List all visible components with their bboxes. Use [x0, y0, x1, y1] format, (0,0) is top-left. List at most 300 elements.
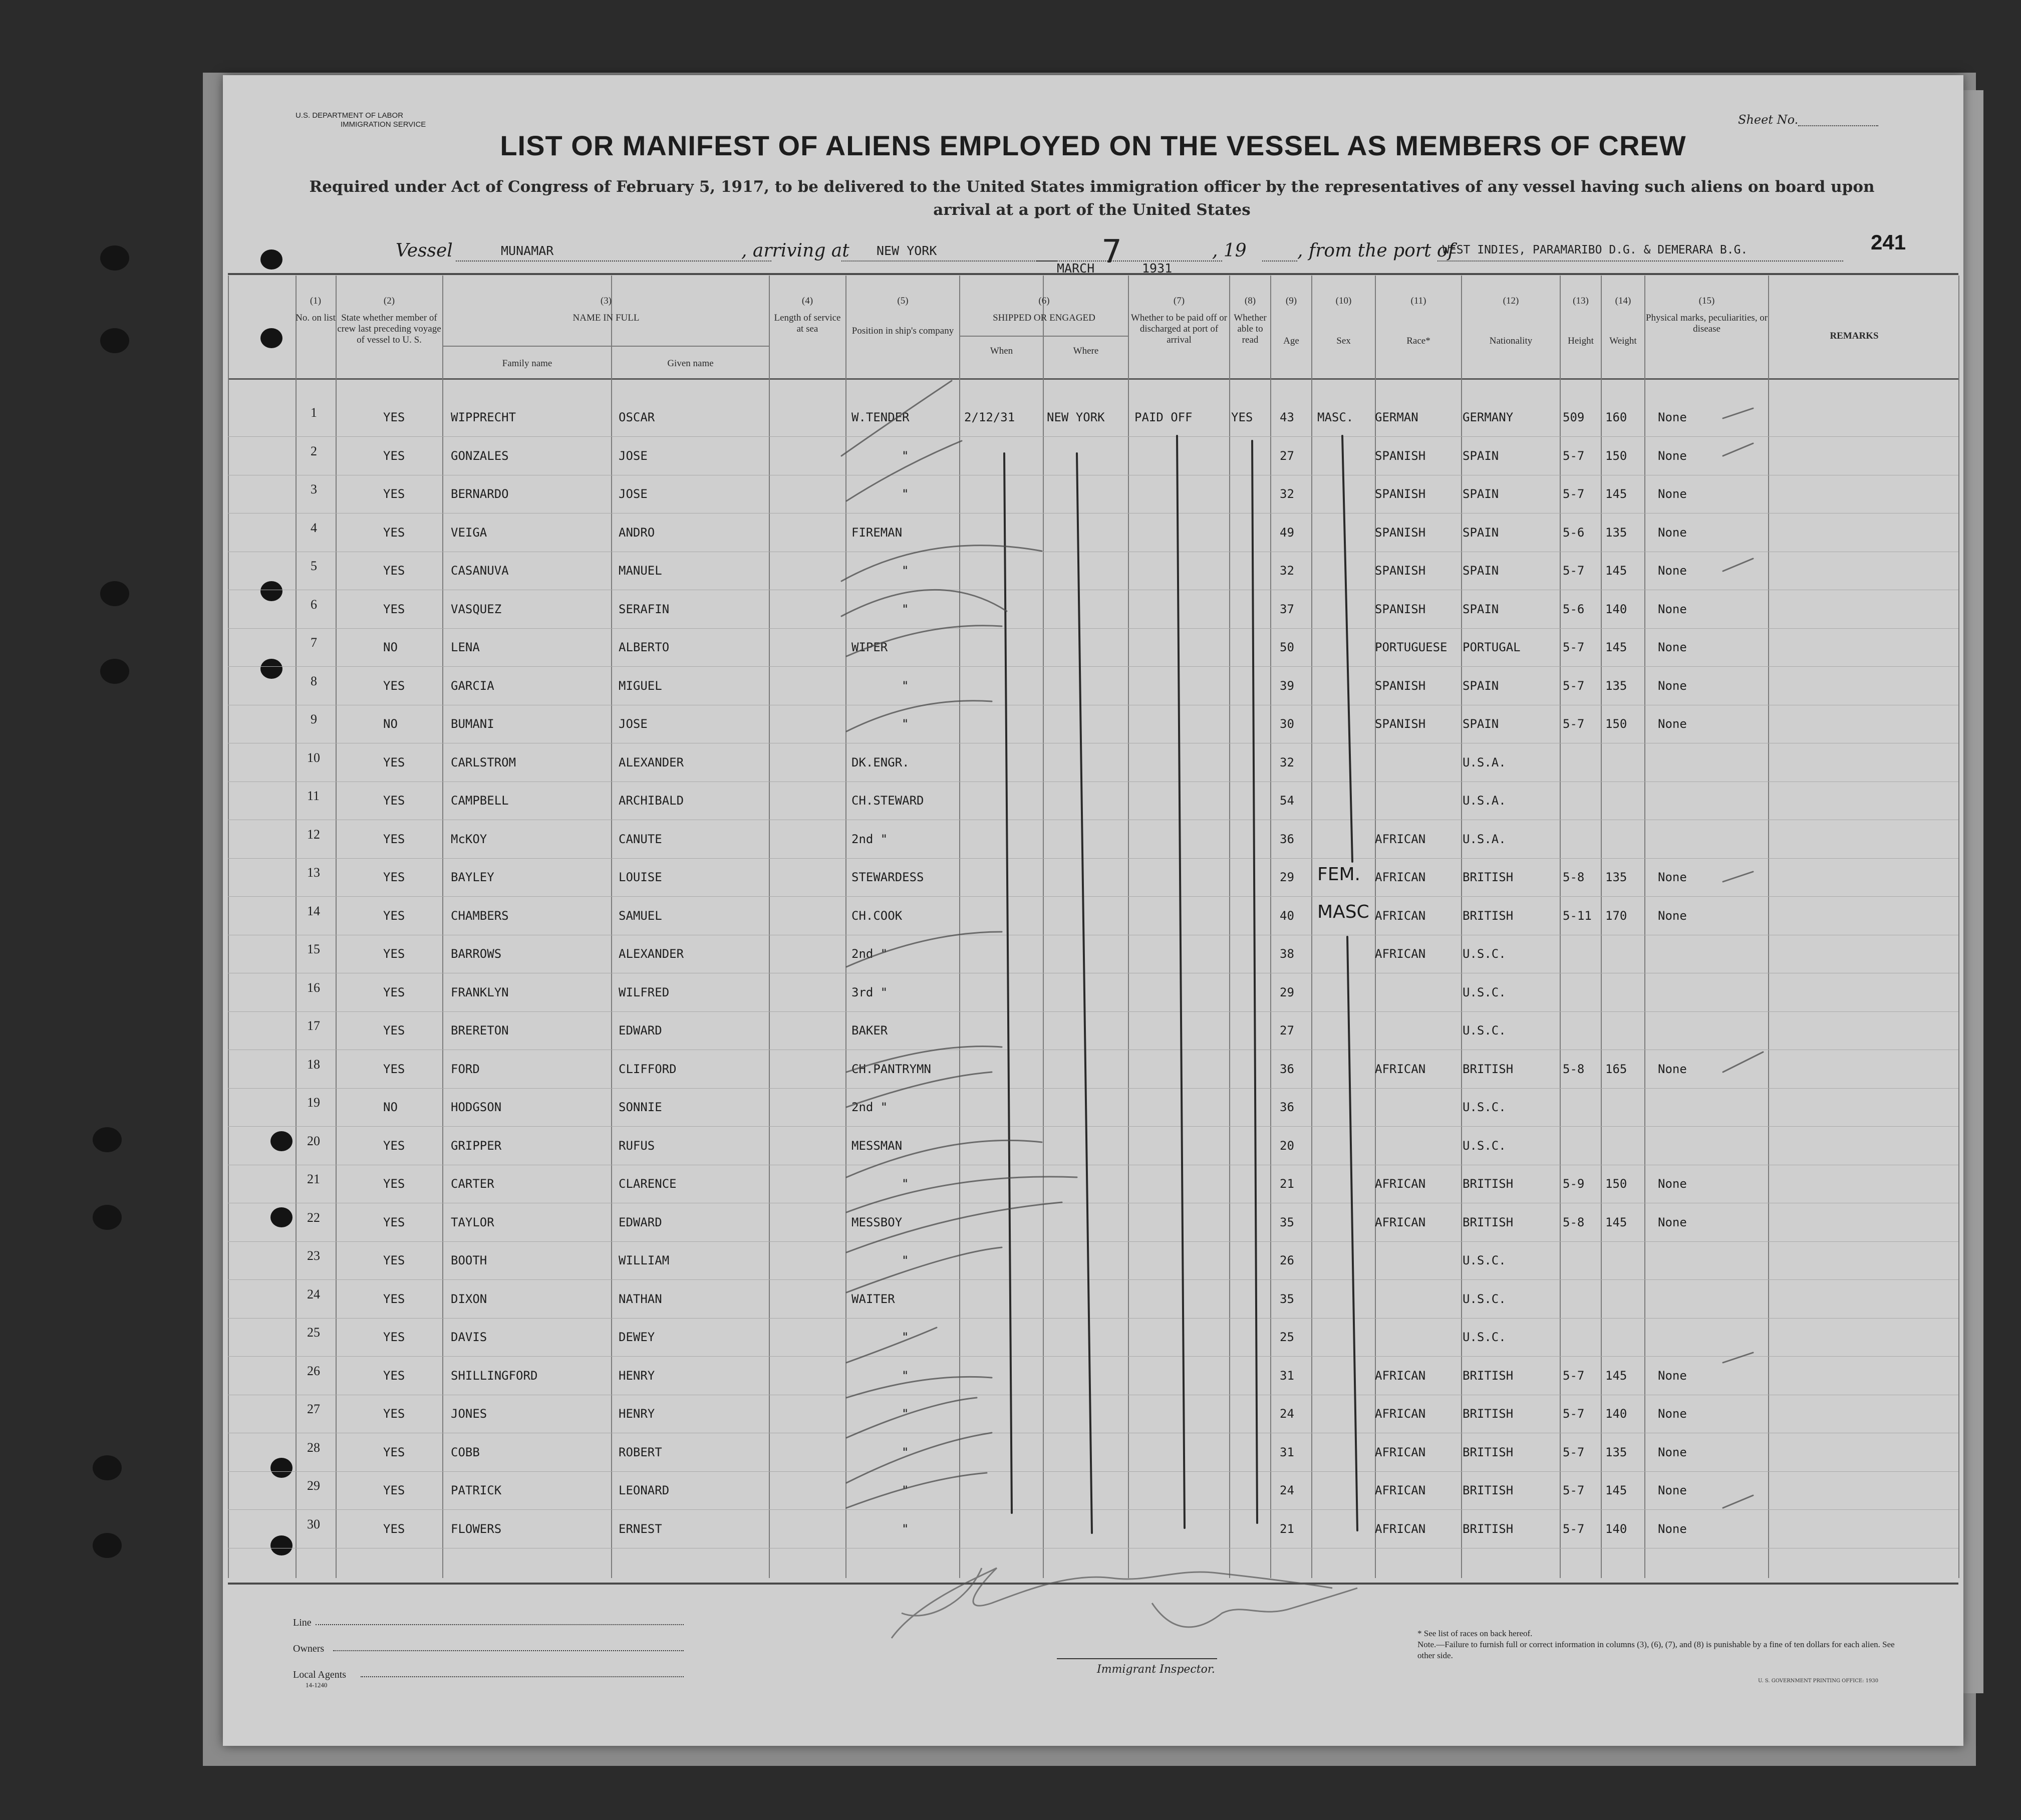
previous-voyage: YES [383, 947, 405, 961]
table-row [228, 475, 1958, 513]
page-title: LIST OR MANIFEST OF ALIENS EMPLOYED ON THE VESSEL AS MEMBERS OF CREW [500, 130, 1686, 161]
table-row [228, 1241, 1958, 1280]
age: 29 [1280, 985, 1294, 999]
age: 25 [1280, 1330, 1294, 1344]
col-num: (4) [801, 296, 813, 306]
family-name: SHILLINGFORD [451, 1368, 538, 1383]
given-name: ERNEST [619, 1521, 662, 1536]
row-number: 26 [307, 1363, 320, 1378]
family-name: TAYLOR [451, 1215, 494, 1229]
position: " [902, 1483, 909, 1497]
table-row [228, 1318, 1958, 1357]
row-number: 22 [307, 1210, 320, 1225]
table-row [228, 820, 1958, 859]
table-row [228, 782, 1958, 820]
arriving-label: , arriving at [741, 240, 849, 261]
weight: 135 [1605, 525, 1627, 540]
given-name: CLARENCE [619, 1177, 677, 1191]
given-name: JOSE [619, 448, 648, 463]
family-name: GONZALES [451, 448, 509, 463]
weight: 140 [1605, 1521, 1627, 1536]
position: MESSBOY [851, 1215, 903, 1229]
given-name: CLIFFORD [619, 1062, 677, 1076]
agency-line: IMMIGRATION SERVICE [341, 120, 426, 129]
family-name: CHAMBERS [451, 908, 509, 923]
when-header: When [990, 346, 1013, 356]
weight: 140 [1605, 602, 1627, 616]
nationality: BRITISH [1463, 1062, 1514, 1076]
owners-blank [333, 1649, 684, 1651]
col-8-header [1230, 296, 1270, 346]
col-label: SHIPPED OR ENGAGED [993, 313, 1095, 323]
nationality: BRITISH [1463, 1215, 1514, 1229]
family-name: HODGSON [451, 1100, 502, 1114]
col-6-header [960, 296, 1128, 324]
col-label: Physical marks, peculiarities, or disease [1645, 313, 1768, 334]
previous-voyage: YES [383, 1062, 405, 1076]
family-name: FORD [451, 1062, 480, 1076]
age: 21 [1280, 1177, 1294, 1191]
table-row [228, 1433, 1958, 1472]
punch-hole [93, 1127, 122, 1152]
col-num: (15) [1698, 296, 1715, 306]
weight: 170 [1605, 908, 1627, 923]
weight: 145 [1605, 564, 1627, 578]
age: 49 [1280, 525, 1294, 540]
age: 35 [1280, 1215, 1294, 1229]
height: 5-7 [1563, 1445, 1585, 1459]
row-number: 6 [311, 597, 317, 612]
col-11-header [1376, 296, 1461, 347]
family-name: JONES [451, 1407, 487, 1421]
note-races: * See list of races on back hereof. [1417, 1629, 1533, 1638]
where-header: Where [1073, 346, 1099, 356]
col-13-header [1561, 296, 1601, 347]
sheet-number-label: Sheet No. [1738, 113, 1799, 127]
given-name: JOSE [619, 487, 648, 501]
weight: 150 [1605, 717, 1627, 731]
paid-off: PAID OFF [1134, 410, 1193, 424]
col-num: (2) [383, 296, 395, 306]
given-name: MANUEL [619, 564, 662, 578]
given-name: LEONARD [619, 1483, 670, 1497]
row-number: 24 [307, 1286, 320, 1302]
year-suffix: , 19 [1212, 240, 1247, 261]
position: " [902, 1407, 909, 1421]
col-label: Height [1568, 336, 1594, 346]
family-name: BARROWS [451, 947, 502, 961]
previous-voyage: YES [383, 1483, 405, 1497]
row-number: 17 [307, 1018, 320, 1033]
row-number: 21 [307, 1172, 320, 1186]
age: 27 [1280, 448, 1294, 463]
weight: 165 [1605, 1062, 1627, 1076]
height: 5-7 [1563, 448, 1585, 463]
position: CH.STEWARD [851, 794, 924, 808]
previous-voyage: YES [383, 755, 405, 769]
arriving-port: NEW YORK [841, 243, 1057, 262]
previous-voyage: YES [383, 1291, 405, 1306]
physical-marks: None [1658, 1521, 1687, 1536]
table-row [228, 743, 1958, 782]
previous-voyage: YES [383, 1023, 405, 1037]
age: 32 [1280, 487, 1294, 501]
physical-marks: None [1658, 870, 1687, 884]
previous-voyage: NO [383, 1100, 398, 1114]
table-row [228, 1471, 1958, 1510]
age: 32 [1280, 755, 1294, 769]
col-9-header [1271, 296, 1311, 347]
line-label: Line [293, 1617, 312, 1628]
col-1-header [296, 296, 336, 324]
race: SPANISH [1375, 678, 1426, 693]
name-subrule [443, 346, 769, 347]
nationality: SPAIN [1463, 602, 1499, 616]
height: 5-7 [1563, 1407, 1585, 1421]
age: 21 [1280, 1521, 1294, 1536]
physical-marks: None [1658, 1062, 1687, 1076]
given-name: ALEXANDER [619, 947, 684, 961]
height: 5-8 [1563, 1062, 1585, 1076]
family-name: BRERETON [451, 1023, 509, 1037]
age: 36 [1280, 832, 1294, 846]
nationality: U.S.C. [1463, 947, 1506, 961]
col-14-header [1602, 296, 1644, 347]
physical-marks: None [1658, 1483, 1687, 1497]
col-3-header [443, 296, 769, 324]
family-name: McKOY [451, 832, 487, 846]
given-name: ALBERTO [619, 640, 670, 654]
age: 38 [1280, 947, 1294, 961]
age: 26 [1280, 1253, 1294, 1267]
position: FIREMAN [851, 525, 903, 540]
height: 5-7 [1563, 1483, 1585, 1497]
col-2-header [337, 296, 442, 346]
col-num: (6) [1038, 296, 1050, 306]
age: 40 [1280, 908, 1294, 923]
given-name: WILLIAM [619, 1253, 670, 1267]
previous-voyage: YES [383, 870, 405, 884]
family-name: GRIPPER [451, 1138, 502, 1153]
col-label: Race* [1406, 336, 1430, 346]
year-blank [1262, 243, 1297, 262]
agency-block [296, 111, 426, 129]
position: BAKER [851, 1023, 888, 1037]
position: " [902, 1330, 909, 1344]
race: AFRICAN [1375, 1215, 1426, 1229]
physical-marks: None [1658, 564, 1687, 578]
family-name: FLOWERS [451, 1521, 502, 1536]
table-row [228, 1011, 1958, 1050]
arrival-month [1037, 233, 1222, 276]
height: 5-7 [1563, 1368, 1585, 1383]
punch-hole [100, 328, 129, 353]
col-label: Whether able to read [1234, 313, 1267, 345]
nationality: U.S.A. [1463, 755, 1506, 769]
nationality: BRITISH [1463, 870, 1514, 884]
previous-voyage: NO [383, 717, 398, 731]
row-number: 30 [307, 1516, 320, 1531]
family-name: VASQUEZ [451, 602, 502, 616]
race: AFRICAN [1375, 870, 1426, 884]
agents-blank [361, 1675, 684, 1677]
previous-voyage: YES [383, 487, 405, 501]
family-name: CARTER [451, 1177, 494, 1191]
physical-marks: None [1658, 448, 1687, 463]
height: 5-6 [1563, 525, 1585, 540]
given-name: SONNIE [619, 1100, 662, 1114]
owners-label: Owners [293, 1643, 325, 1654]
col-label: Sex [1336, 336, 1351, 346]
position: " [902, 602, 909, 616]
height: 5-7 [1563, 640, 1585, 654]
given-name: JOSE [619, 717, 648, 731]
row-number: 28 [307, 1440, 320, 1455]
nationality: U.S.C. [1463, 1023, 1506, 1037]
position: W.TENDER [851, 410, 910, 424]
position: WAITER [851, 1291, 895, 1306]
age: 32 [1280, 564, 1294, 578]
col-num: (12) [1503, 296, 1519, 306]
nationality: BRITISH [1463, 1407, 1514, 1421]
column-rule [1958, 276, 1959, 1578]
table-row [228, 1395, 1958, 1433]
punch-hole [100, 659, 129, 684]
able-to-read: YES [1231, 410, 1253, 424]
table-row [228, 513, 1958, 552]
row-number: 15 [307, 942, 320, 956]
row-number: 10 [307, 750, 320, 765]
table-row [228, 705, 1958, 743]
age: 20 [1280, 1138, 1294, 1153]
age: 29 [1280, 870, 1294, 884]
table-row [228, 935, 1958, 973]
col-num: (3) [600, 296, 612, 306]
agency-line: U.S. DEPARTMENT OF LABOR [296, 111, 404, 120]
given-name: EDWARD [619, 1023, 662, 1037]
nationality: SPAIN [1463, 678, 1499, 693]
physical-marks: None [1658, 717, 1687, 731]
nationality: BRITISH [1463, 908, 1514, 923]
given-name: HENRY [619, 1368, 655, 1383]
nationality: U.S.C. [1463, 1253, 1506, 1267]
col-num: (9) [1285, 296, 1297, 306]
printing-office: U. S. GOVERNMENT PRINTING OFFICE: 1930 [1758, 1678, 1879, 1684]
given-name: HENRY [619, 1407, 655, 1421]
given-name: ALEXANDER [619, 755, 684, 769]
col-num: (7) [1173, 296, 1185, 306]
punch-hole [260, 249, 282, 270]
position: " [902, 1177, 909, 1191]
position: " [902, 1253, 909, 1267]
punch-hole [93, 1205, 122, 1230]
position: 3rd " [851, 985, 888, 999]
previous-voyage: YES [383, 1177, 405, 1191]
position: " [902, 487, 909, 501]
family-name: LENA [451, 640, 480, 654]
header-rule [228, 378, 1958, 380]
given-name: ARCHIBALD [619, 794, 684, 808]
position: DK.ENGR. [851, 755, 910, 769]
table-row [228, 1203, 1958, 1242]
row-number: 4 [311, 520, 317, 535]
handwritten-masc: MASC [1317, 902, 1369, 922]
row-number: 19 [307, 1095, 320, 1110]
from-port: WEST INDIES, PARAMARIBO D.G. & DEMERARA B.G. [1437, 243, 1843, 262]
given-name: NATHAN [619, 1291, 662, 1306]
table-row [228, 1127, 1958, 1165]
race: AFRICAN [1375, 908, 1426, 923]
race: PORTUGUESE [1375, 640, 1448, 654]
physical-marks: None [1658, 640, 1687, 654]
vessel-name: MUNAMAR [456, 243, 771, 262]
given-name: SAMUEL [619, 908, 662, 923]
row-number: 25 [307, 1325, 320, 1340]
col-num: (11) [1410, 296, 1426, 306]
punch-hole [100, 245, 129, 271]
nationality: BRITISH [1463, 1368, 1514, 1383]
previous-voyage: YES [383, 678, 405, 693]
weight: 135 [1605, 870, 1627, 884]
weight: 150 [1605, 448, 1627, 463]
age: 27 [1280, 1023, 1294, 1037]
height: 5-7 [1563, 717, 1585, 731]
table-row [228, 590, 1958, 629]
weight: 145 [1605, 487, 1627, 501]
age: 30 [1280, 717, 1294, 731]
col-label: Age [1283, 336, 1299, 346]
family-name: WIPPRECHT [451, 410, 516, 424]
previous-voyage: YES [383, 1253, 405, 1267]
remarks-header: REMARKS [1830, 331, 1879, 341]
nationality: GERMANY [1463, 410, 1514, 424]
row-number: 9 [311, 712, 317, 726]
row-number: 3 [311, 482, 317, 496]
col-label: Whether to be paid off or discharged at port of arrival [1130, 313, 1228, 345]
age: 24 [1280, 1407, 1294, 1421]
family-name: CASANUVA [451, 564, 509, 578]
col-label: Length of service at sea [774, 313, 841, 334]
nationality: U.S.C. [1463, 985, 1506, 999]
physical-marks: None [1658, 602, 1687, 616]
height: 509 [1563, 410, 1585, 424]
position: " [902, 678, 909, 693]
row-number: 13 [307, 865, 320, 880]
weight: 145 [1605, 1368, 1627, 1383]
previous-voyage: YES [383, 1407, 405, 1421]
arrival-year: 1931 [1141, 261, 1173, 276]
family-name: BAYLEY [451, 870, 494, 884]
nationality: SPAIN [1463, 487, 1499, 501]
race: AFRICAN [1375, 1177, 1426, 1191]
weight: 140 [1605, 1407, 1627, 1421]
col-label: Position in ship's company [851, 326, 954, 336]
nationality: PORTUGAL [1463, 640, 1521, 654]
nationality: U.S.C. [1463, 1138, 1506, 1153]
race: AFRICAN [1375, 832, 1426, 846]
physical-marks: None [1658, 1177, 1687, 1191]
previous-voyage: YES [383, 410, 405, 424]
given-name: WILFRED [619, 985, 670, 999]
race: SPANISH [1375, 717, 1426, 731]
note-penalty: Note.—Failure to furnish full or correct information in columns (3), (6), (7), and (8) is punishable by a fine of ten dollars for each alien. See other side. [1417, 1640, 1895, 1660]
height: 5-9 [1563, 1177, 1585, 1191]
position: " [902, 1521, 909, 1536]
row-number: 16 [307, 980, 320, 995]
table-row [228, 1050, 1958, 1089]
race: AFRICAN [1375, 1062, 1426, 1076]
table-row [228, 398, 1958, 437]
row-number: 8 [311, 673, 317, 688]
col-15-header [1645, 296, 1768, 335]
family-name: DIXON [451, 1291, 487, 1306]
col-10-header [1312, 296, 1375, 347]
age: 31 [1280, 1368, 1294, 1383]
table-row [228, 1280, 1958, 1319]
family-name: BOOTH [451, 1253, 487, 1267]
row-number: 14 [307, 903, 320, 918]
inspector-label: Immigrant Inspector. [1097, 1663, 1215, 1676]
given-name: RUFUS [619, 1138, 655, 1153]
race: SPANISH [1375, 602, 1426, 616]
physical-marks: None [1658, 1368, 1687, 1383]
given-name: SERAFIN [619, 602, 670, 616]
previous-voyage: YES [383, 1330, 405, 1344]
race: SPANISH [1375, 448, 1426, 463]
race: AFRICAN [1375, 1521, 1426, 1536]
age: 43 [1280, 410, 1294, 424]
shipped-subrule [960, 336, 1128, 337]
position: CH.PANTRYMN [851, 1062, 931, 1076]
family-name: GARCIA [451, 678, 494, 693]
arrival-month-text: MARCH [1057, 261, 1095, 276]
from-label: , from the port of [1297, 240, 1455, 261]
previous-voyage: YES [383, 832, 405, 846]
given-name: MIGUEL [619, 678, 662, 693]
col-label: State whether member of crew last preceding voyage of vessel to U. S. [337, 313, 441, 345]
height: 5-7 [1563, 487, 1585, 501]
form-number: 14-1240 [306, 1681, 328, 1689]
col-num: (14) [1615, 296, 1631, 306]
age: 24 [1280, 1483, 1294, 1497]
nationality: BRITISH [1463, 1521, 1514, 1536]
weight: 135 [1605, 678, 1627, 693]
age: 37 [1280, 602, 1294, 616]
row-number: 20 [307, 1133, 320, 1148]
vessel-label: Vessel [396, 240, 453, 261]
age: 54 [1280, 794, 1294, 808]
col-12-header [1462, 296, 1560, 347]
col-num: (1) [310, 296, 322, 306]
nationality: BRITISH [1463, 1177, 1514, 1191]
position: 2nd " [851, 1100, 888, 1114]
weight: 160 [1605, 410, 1627, 424]
height: 5-11 [1563, 908, 1592, 923]
sheet-number-line [1798, 125, 1878, 126]
height: 5-8 [1563, 1215, 1585, 1229]
given-name: ANDRO [619, 525, 655, 540]
age: 36 [1280, 1100, 1294, 1114]
previous-voyage: YES [383, 1138, 405, 1153]
nationality: SPAIN [1463, 525, 1499, 540]
previous-voyage: YES [383, 794, 405, 808]
col-label: Nationality [1489, 336, 1533, 346]
race: AFRICAN [1375, 947, 1426, 961]
race: AFRICAN [1375, 1483, 1426, 1497]
given-name: EDWARD [619, 1215, 662, 1229]
age: 35 [1280, 1291, 1294, 1306]
given-name: ROBERT [619, 1445, 662, 1459]
